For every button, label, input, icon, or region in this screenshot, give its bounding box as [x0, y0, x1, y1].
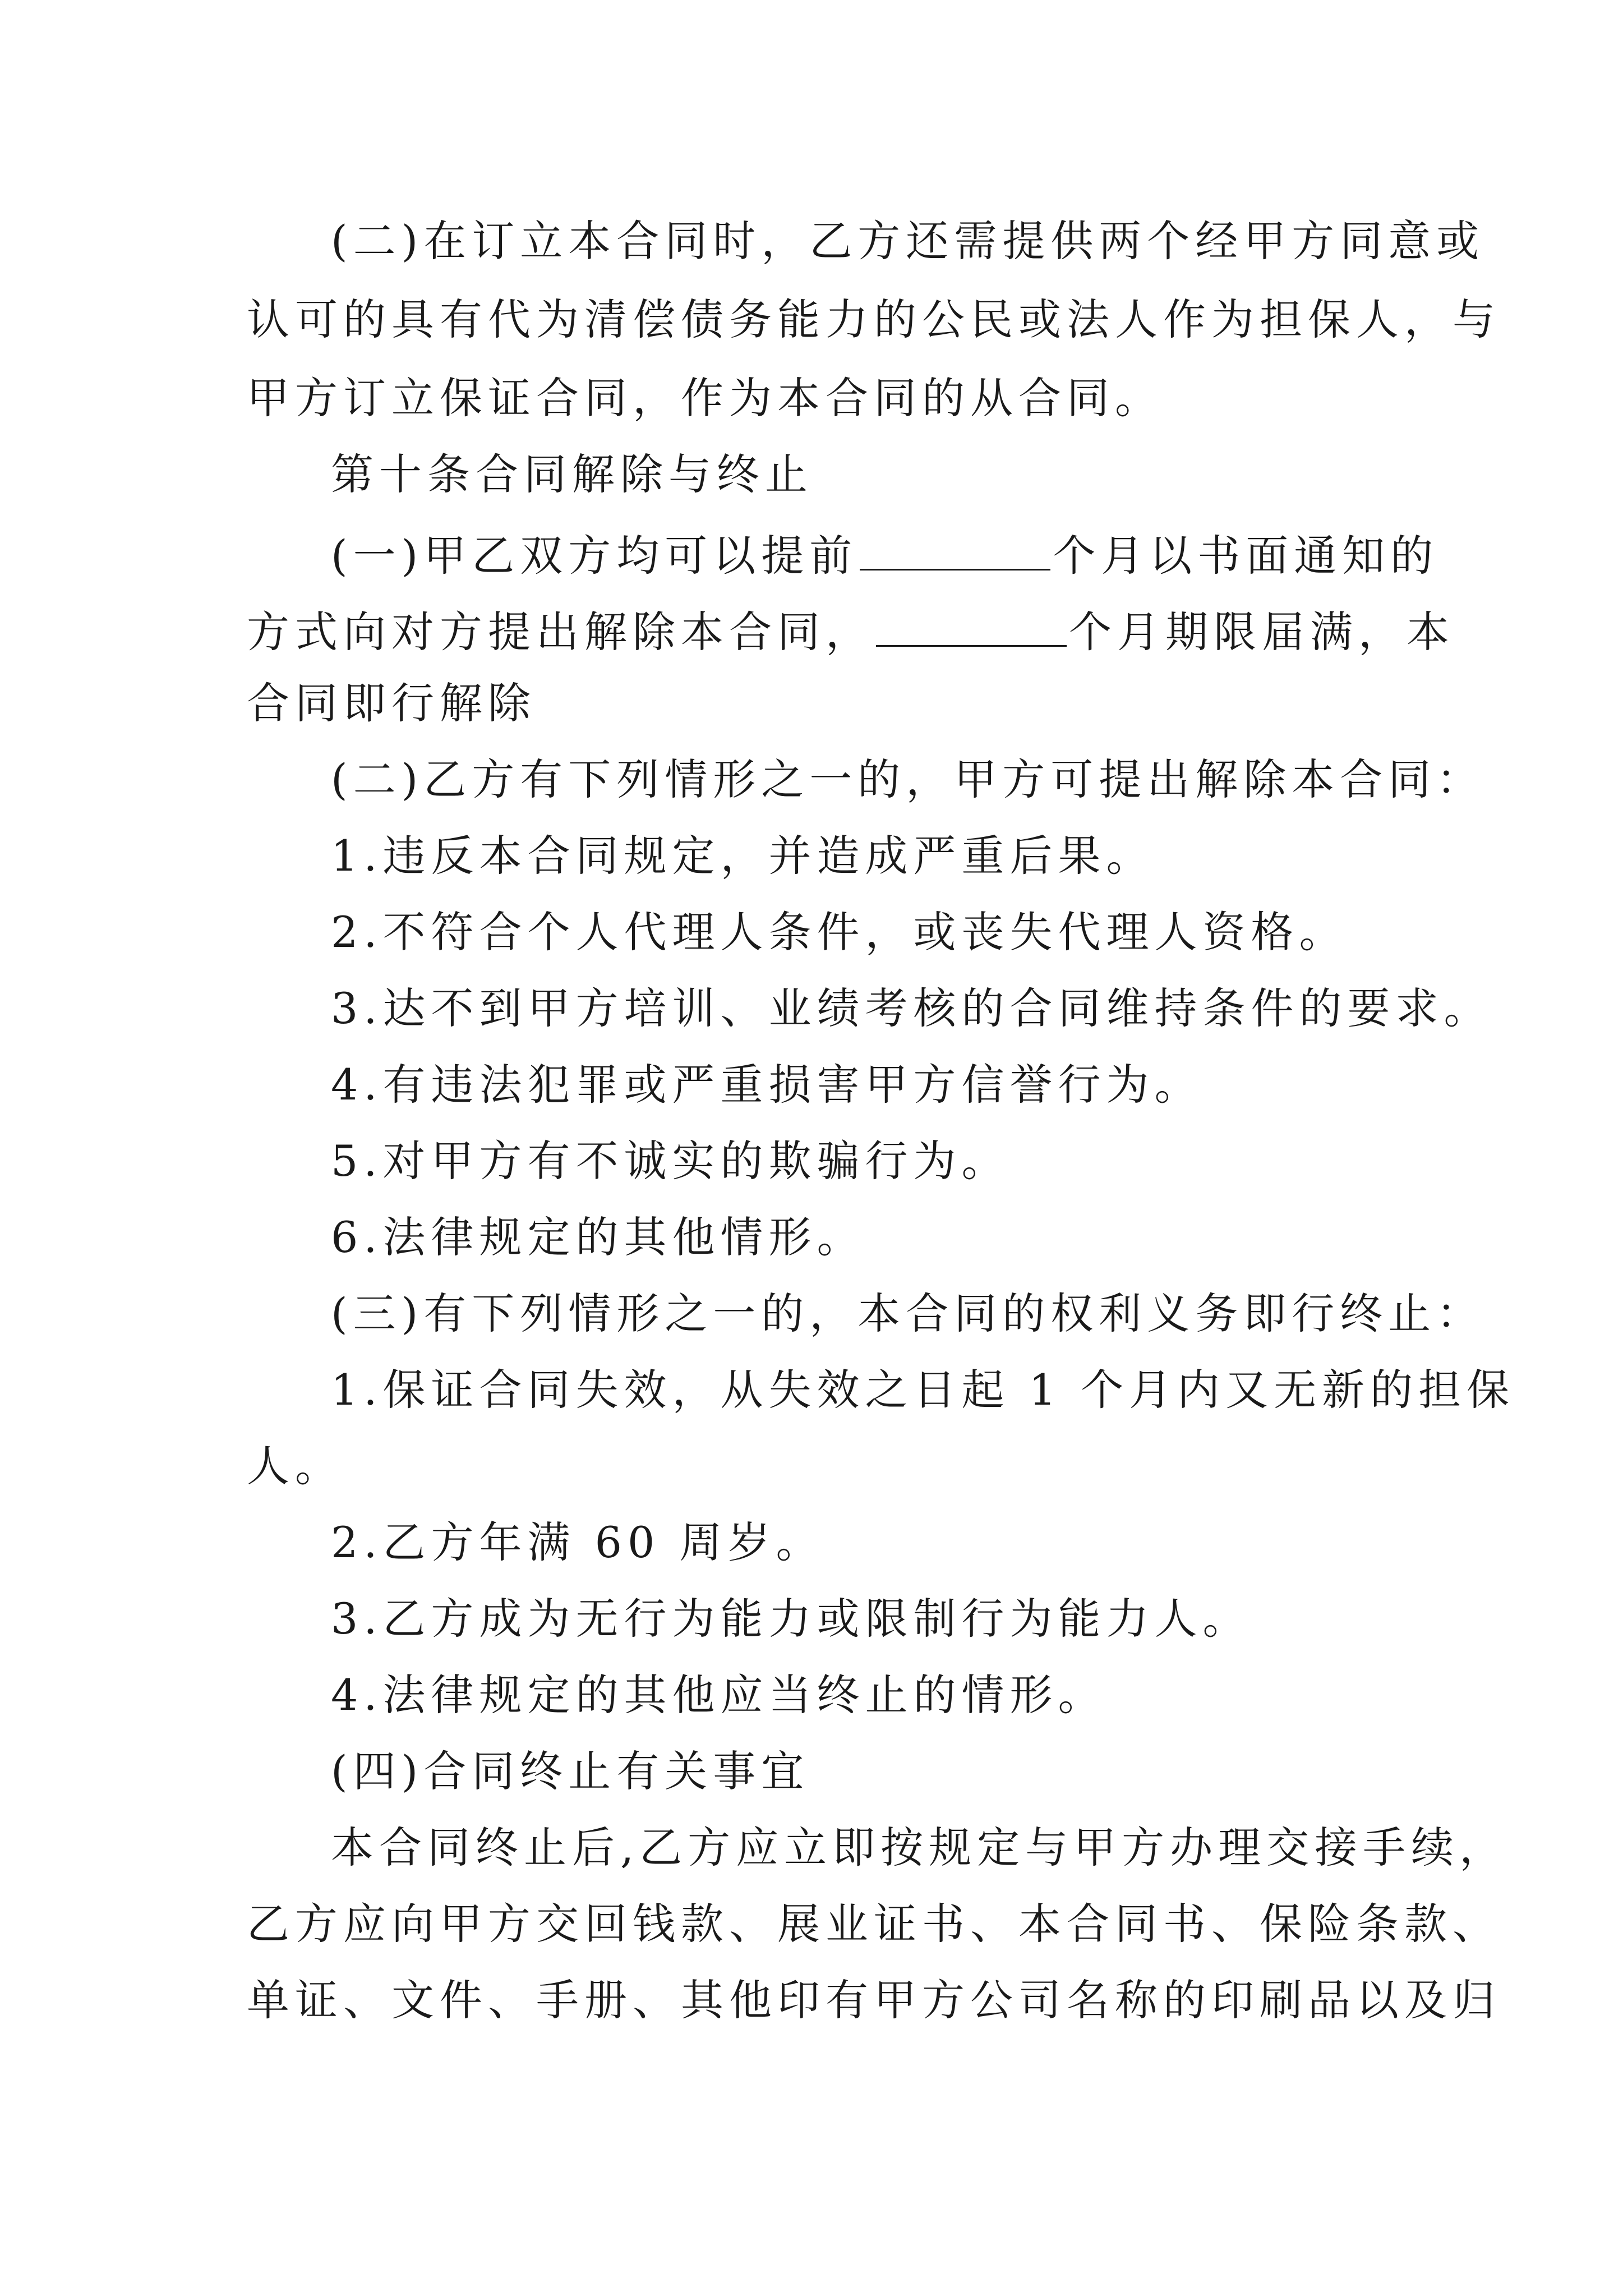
list-item: 2.不符合个人代理人条件，或丧失代理人资格。 — [331, 907, 1348, 957]
paragraph-line: 乙方应向甲方交回钱款、展业证书、本合同书、保险条款、 — [247, 1899, 1501, 1949]
list-item: 6.法律规定的其他情形。 — [331, 1212, 865, 1262]
line-text: 方式向对方提出解除本合同， — [247, 607, 874, 657]
paragraph-line: 甲方订立保证合同，作为本合同的从合同。 — [247, 373, 1163, 423]
line-text: 个月以书面通知的 — [1053, 531, 1439, 581]
list-item: 4.法律规定的其他应当终止的情形。 — [331, 1670, 1106, 1720]
list-item: 5.对甲方有不诚实的欺骗行为。 — [331, 1136, 1010, 1186]
list-item: 2.乙方年满 60 周岁。 — [331, 1517, 824, 1567]
list-item: 1.保证合同失效，从失效之日起 1 个月内又无新的担保 — [331, 1365, 1515, 1415]
paragraph-line: (二)在订立本合同时，乙方还需提供两个经甲方同意或 — [331, 216, 1485, 266]
paragraph-line: 合同即行解除 — [247, 678, 536, 728]
fill-in-blank[interactable] — [860, 530, 1050, 570]
paragraph-line — [331, 530, 1439, 581]
paragraph-line: 单证、文件、手册、其他印有甲方公司名称的印刷品以及归 — [247, 1975, 1501, 2025]
fill-in-blank[interactable] — [876, 606, 1067, 647]
paragraph-line: 认可的具有代为清偿债务能力的公民或法人作为担保人，与 — [247, 295, 1501, 344]
list-item: 4.有违法犯罪或严重损害甲方信誉行为。 — [331, 1060, 1203, 1110]
line-text: 个月期限届满，本 — [1069, 607, 1455, 657]
section-heading: 第十条合同解除与终止 — [331, 449, 813, 499]
list-item: 3.乙方成为无行为能力或限制行为能力人。 — [331, 1594, 1251, 1644]
paragraph-line: (二)乙方有下列情形之一的，甲方可提出解除本合同： — [331, 754, 1485, 804]
paragraph-line — [247, 606, 1455, 657]
paragraph-line: 本合同终止后,乙方应立即按规定与甲方办理交接手续， — [331, 1823, 1508, 1872]
paragraph-line: (三)有下列情形之一的，本合同的权利义务即行终止： — [331, 1289, 1485, 1338]
paragraph-line: (四)合同终止有关事宜 — [331, 1746, 810, 1796]
list-item: 1.违反本合同规定，并造成严重后果。 — [331, 831, 1155, 881]
list-item: 3.达不到甲方培训、业绩考核的合同维持条件的要求。 — [331, 983, 1492, 1033]
list-item: 人。 — [247, 1441, 343, 1491]
line-text: (一)甲乙双方均可以提前 — [331, 531, 858, 581]
